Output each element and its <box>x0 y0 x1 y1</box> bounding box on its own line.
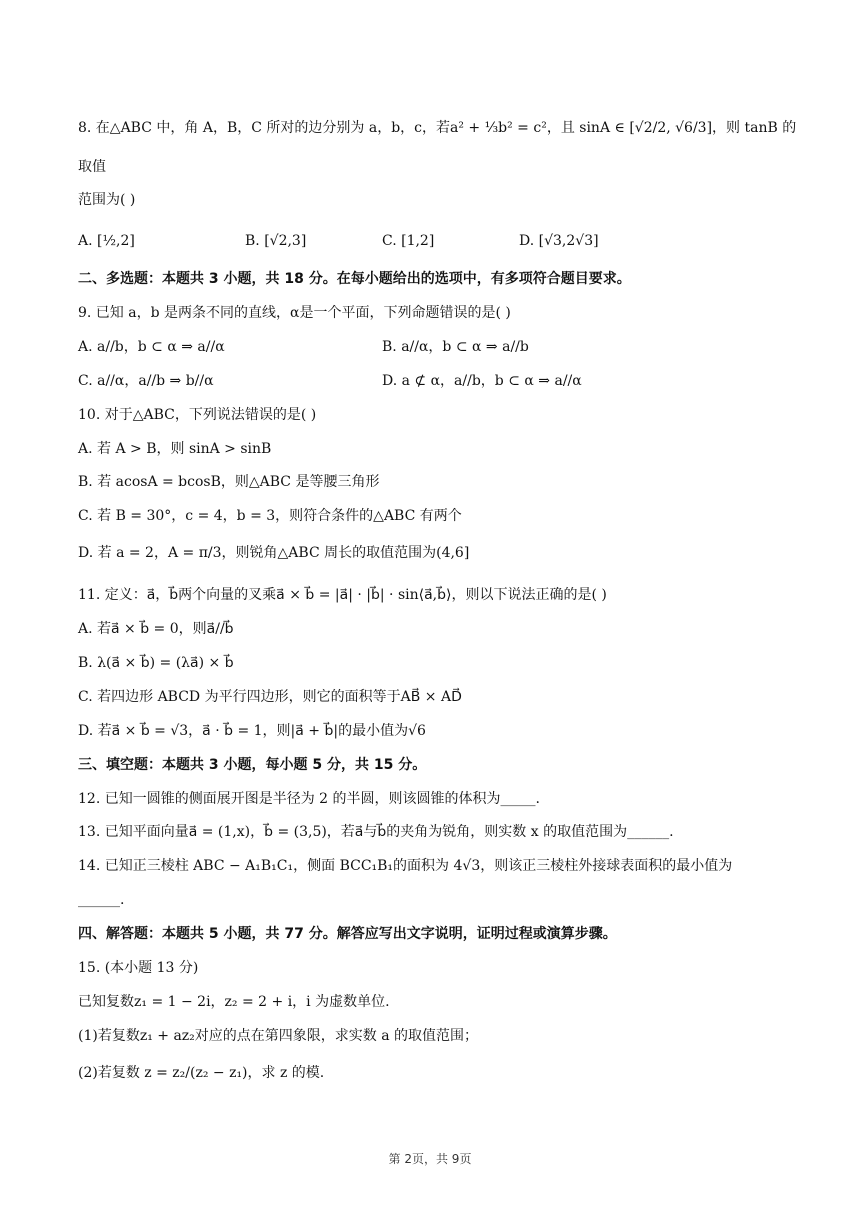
q10-option-c: C. 若 B = 30°，c = 4，b = 3，则符合条件的△ABC 有两个 <box>78 508 462 524</box>
q8-option-d: D. [√3,2√3] <box>519 233 599 249</box>
q9-option-a: A. a//b，b ⊂ α ⇒ a//α <box>78 339 225 355</box>
q8-option-c: C. [1,2] <box>382 233 435 249</box>
q10-option-a: A. 若 A > B，则 sinA > sinB <box>78 441 272 457</box>
section-2-heading: 二、多选题：本题共 3 小题，共 18 分。在每小题给出的选项中，有多项符合题目要求。 <box>78 271 631 287</box>
page-footer: 第 2页，共 9页 <box>388 1152 472 1166</box>
q9-stem: 9. 已知 a，b 是两条不同的直线，α是一个平面，下列命题错误的是( ) <box>78 305 511 321</box>
q10-stem: 10. 对于△ABC，下列说法错误的是( ) <box>78 407 317 423</box>
q9-option-c: C. a//α，a//b ⇒ b//α <box>78 373 214 389</box>
section-3-heading: 三、填空题：本题共 3 小题，每小题 5 分，共 15 分。 <box>78 757 427 773</box>
q11-option-c: C. 若四边形 ABCD 为平行四边形，则它的面积等于AB⃗ × AD⃗ <box>78 689 462 705</box>
q15-intro: 已知复数z₁ = 1 − 2i，z₂ = 2 + i，i 为虚数单位. <box>78 994 390 1010</box>
section-4-heading: 四、解答题：本题共 5 小题，共 77 分。解答应写出文字说明，证明过程或演算步骤。 <box>78 926 617 942</box>
q15-title: 15. (本小题 13 分) <box>78 960 199 976</box>
q12-stem: 12. 已知一圆锥的侧面展开图是半径为 2 的半圆，则该圆锥的体积为_____. <box>78 791 540 807</box>
q10-option-d: D. 若 a = 2，A = π/3，则锐角△ABC 周长的取值范围为(4,6] <box>78 545 470 561</box>
q14-stem-blank: ______. <box>78 892 125 908</box>
q9-option-b: B. a//α，b ⊂ α ⇒ a//b <box>382 339 529 355</box>
q14-stem: 14. 已知正三棱柱 ABC − A₁B₁C₁，侧面 BCC₁B₁的面积为 4√3，则该正三棱柱外接球表面积的最小值为 <box>78 858 733 874</box>
q13-stem: 13. 已知平面向量a⃗ = (1,x)，b⃗ = (3,5)，若a⃗与b⃗的夹角为锐角，则实数 x 的取值范围为______. <box>78 824 674 840</box>
q11-stem: 11. 定义：a⃗，b⃗两个向量的叉乘a⃗ × b⃗ = |a⃗| · |b⃗| · sin⟨a⃗,b⃗⟩，则以下说法正确的是( ) <box>78 587 607 603</box>
q11-option-d: D. 若a⃗ × b⃗ = √3，a⃗ · b⃗ = 1，则|a⃗ + b⃗|的最小值为√6 <box>78 723 426 739</box>
q8-stem-cont: 取值 <box>78 159 106 175</box>
q11-option-b: B. λ(a⃗ × b⃗) = (λa⃗) × b⃗ <box>78 655 234 671</box>
q8-stem: 8. 在△ABC 中，角 A，B，C 所对的边分别为 a，b，c，若a² + ⅓b² = c²，且 sinA ∈ [√2/2, √6/3]，则 tanB 的 <box>78 120 797 136</box>
q8-option-a: A. [½,2] <box>78 233 135 249</box>
q11-option-a: A. 若a⃗ × b⃗ = 0，则a⃗//b⃗ <box>78 621 234 637</box>
q15-part-1: (1)若复数z₁ + az₂对应的点在第四象限，求实数 a 的取值范围； <box>78 1028 479 1044</box>
q8-stem-range: 范围为( ) <box>78 192 136 208</box>
q8-option-b: B. [√2,3] <box>245 233 307 249</box>
q9-option-d: D. a ⊄ α，a//b，b ⊂ α ⇒ a//α <box>382 373 582 389</box>
q15-part-2: (2)若复数 z = z₂/(z₂ − z₁)，求 z 的模. <box>78 1065 325 1081</box>
q10-option-b: B. 若 acosA = bcosB，则△ABC 是等腰三角形 <box>78 474 380 490</box>
